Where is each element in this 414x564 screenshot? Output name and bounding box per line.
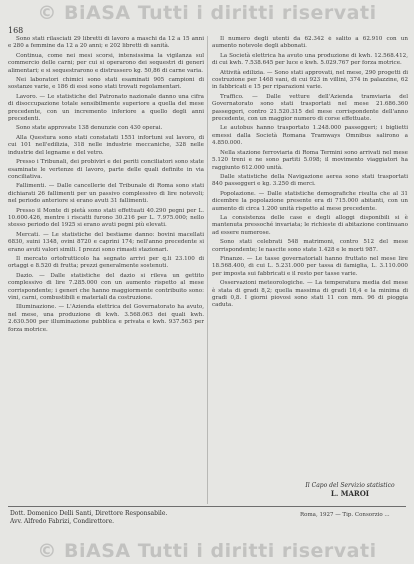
footer-imprint: Roma, 1927 — Tip. Consorzio ... [300,512,390,518]
paragraph: Finanze. — Le tasse governatoriali hanno fruttato nel mese lire 18.568.400, di cui L. 5.231.000 per tassa di famiglia, L. 3.110.000 per imposta sui fabbricati e il resto per tasse varie. [212,255,408,277]
watermark-top: © BiASA Tutti i diritti riservati [37,2,377,24]
paragraph: Fallimenti. — Dalle cancellerie del Tribunale di Roma sono stati dichiarati 26 fallimenti per un passivo complessivo di lire notevoli; nel periodo anteriore si erano avuti 31 fallimenti. [8,183,204,205]
left-column [8,36,204,504]
paragraph: Continua, come nei mesi scorsi, intensissima la vigilanza sul commercio delle carni; per cui si operarono dei sequestri di generi alimentari; e si sequestrarono e distrussero kg. 50,86 di carne varia. [8,52,204,74]
footer-director: Dott. Domenico Delli Santi, Direttore Responsabile. [10,510,168,517]
paragraph: Traffico. — Dalle vetture dell'Azienda tramviaria del Governatorato sono stati trasportati nel mese 21.686.360 passeggeri, contro 21.520.315 del mese corrispondente dell'anno precedente, con un maggior numero di corse effettuate. [212,93,408,123]
paragraph: Popolazione. — Dalle statistiche demografiche risulta che al 31 dicembre la popolazione presente era di 715.000 abitanti, con un aumento di circa 1.200 unità rispetto al mese precedente. [212,190,408,212]
paragraph: Dazio. — Dalle statistiche del dazio si rileva un gettito complessivo di lire 7.285.000 con un aumento rispetto al mese corrispondente; i generi che hanno maggiormente contribuito sono: vini, carni, combustibili e materiali da costruzione. [8,272,204,301]
paragraph: Osservazioni meteorologiche. — La temperatura media del mese è stata di gradi 8,2; quella massima di gradi 16,4 e la minima di gradi 0,8. I giorni piovosi sono stati 11 con mm. 96 di pioggia caduta. [212,280,408,309]
paragraph: Mercati. — Le statistiche del bestiame danno: bovini macellati 6830, suini 1348, ovini 8720 e caprini 174; nell'anno precedente si erano avuti valori simili. I prezzi sono rimasti stazionari. [8,231,204,253]
watermark-bottom: © BiASA Tutti i diritti riservati [37,540,377,562]
paragraph: Nei laboratori chimici sono stati esaminati 905 campioni di sostanze varie, e 186 di essi sono stati trovati regolamentari. [8,77,204,91]
right-column [212,36,408,504]
paragraph: Lavoro. — Le statistiche del Patronato nazionale danno una cifra di disoccupazione totale sensibilmente superiore a quella del mese precedente, con un incremento inferiore a quello degli anni precedenti. [8,93,204,123]
paragraph: La consistenza delle case e degli alloggi disponibili si è mantenuta pressoché invariata; le richieste di abitazione continuano ad essere numerose. [212,214,408,236]
column-divider [207,36,208,504]
paragraph: Dalle statistiche della Navigazione aerea sono stati trasportati 840 passeggeri e kg. 3.250 di merci. [212,173,408,188]
signature-name: L. MAROI [330,489,370,498]
paragraph: Attività edilizia. — Sono stati approvati, nel mese, 290 progetti di costruzione per 1468 vani, di cui 923 in villini, 374 in palazzine, 62 in fabbricati e 15 per riparazioni varie. [212,69,408,91]
paragraph: Le autobus hanno trasportato 1.248.000 passeggeri; i biglietti emessi dalla Società Romana Tramways Omnibus salirono a 4.850.000. [212,125,408,147]
paragraph: Nella stazione ferroviaria di Roma Termini sono arrivati nel mese 5.120 treni e ne sono partiti 5.098; il movimento viaggiatori ha raggiunto 612.000 unità. [212,149,408,171]
paragraph: Alla Questura sono stati constatati 1551 infortuni sul lavoro, di cui 101 nell'edilizia, 318 nelle industrie meccaniche, 328 nelle industrie del legname e del vetro. [8,134,204,156]
paragraph: Illuminazione. — L'Azienda elettrica del Governatorato ha avuto, nel mese, una produzione di kwh. 3.568.063 dei quali kwh. 2.630.500 per illuminazione pubblica e privata e kwh. 937.563 per forza motrice. [8,304,204,333]
footer-codirector: Avv. Alfredo Fabrizi, Condirettore. [10,518,115,525]
signature-title: Il Capo del Servizio statistico [305,482,395,489]
page-number: 168 [8,26,24,35]
paragraph: Sono state approvate 138 denunzie con 430 operai. [16,125,163,132]
paragraph: Presso i Tribunali, dei probiviri e dei periti conciliatori sono state esaminate le vertenze di lavoro, parte delle quali definite in via conciliativa. [8,159,204,180]
paragraph: Sono stati rilasciati 29 libretti di lavoro a maschi da 12 a 15 anni e 280 a femmine da 12 a 20 anni; e 202 libretti di sanità. [8,36,204,50]
footer-credits [10,510,270,526]
paragraph: Presso il Monte di pietà sono stati effettuati 40.290 pegni per L. 10.600.426, mentre i riscatti furono 30.216 per L. 7.975.000; nello stesso periodo del 1925 si erano avuti pegni più elevati. [8,207,204,229]
signature-block [292,482,408,498]
paragraph: Il numero degli utenti da 62.342 è salito a 62.910 con un aumento notevole degli abbonati. [212,36,408,50]
paragraph: Sono stati celebrati 548 matrimoni, contro 512 del mese corrispondente; le nascite sono state 1.428 e le morti 987. [212,239,408,253]
footer-rule [8,506,406,507]
paragraph: La Società elettrica ha avuto una produzione di kwh. 12.568.412, di cui kwh. 7.538.645 per luce e kwh. 5.029.767 per forza motrice. [212,52,408,67]
paragraph: Il mercato ortofrutticolo ha segnato arrivi per q.li 23.100 di ortaggi e 8.520 di frutta; prezzi generalmente sostenuti. [8,255,204,270]
